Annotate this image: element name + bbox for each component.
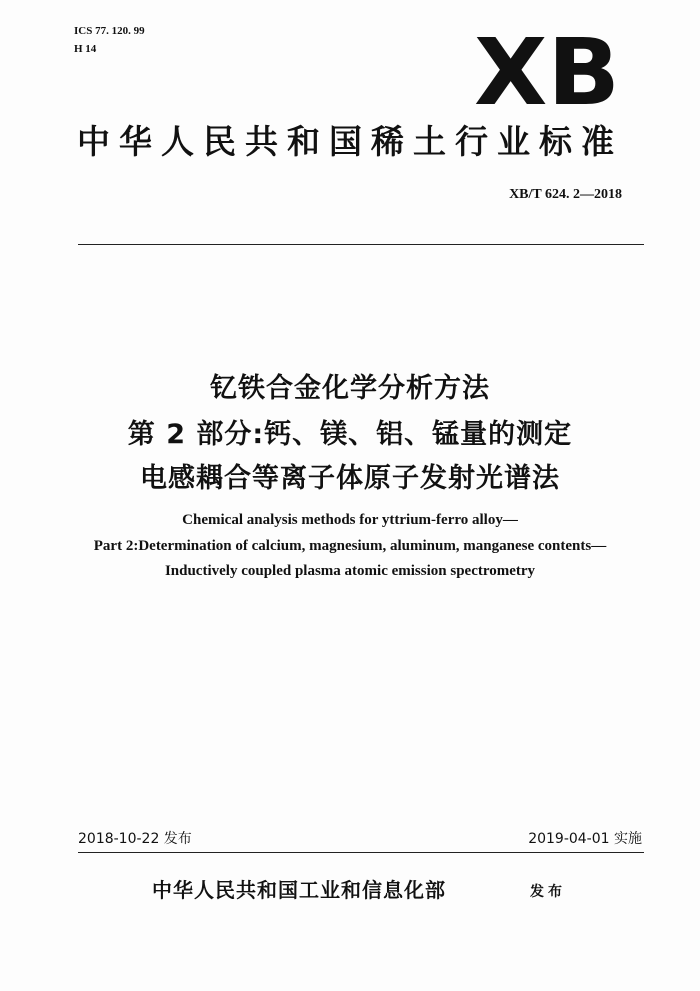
implementation-date: 2019-04-01 实施 (528, 831, 642, 847)
ics-code: ICS 77. 120. 99 (74, 25, 145, 37)
issuing-ministry: 中华人民共和国工业和信息化部 (152, 880, 446, 902)
logo-text: XB (474, 34, 620, 108)
top-divider (78, 244, 644, 245)
publish-label: 发布 (530, 885, 566, 900)
title-en-line1: Chemical analysis methods for yttrium-ferro alloy— (182, 512, 518, 528)
bottom-divider (78, 852, 644, 853)
title-cn-line3: 电感耦合等离子体原子发射光谱法 (140, 463, 560, 494)
org-title: 中华人民共和国稀土行业标准 (77, 122, 623, 161)
title-en-line2: Part 2:Determination of calcium, magnesium, aluminum, manganese contents— (93, 538, 607, 554)
standard-number: XB/T 624. 2—2018 (509, 187, 622, 202)
ccs-code: H 14 (74, 43, 97, 55)
title-cn-line1: 钇铁合金化学分析方法 (210, 373, 490, 404)
issue-date: 2018-10-22 发布 (78, 831, 192, 847)
title-cn-line2: 第 2 部分:钙、镁、铝、锰量的测定 (127, 419, 573, 450)
title-en-line3: Inductively coupled plasma atomic emission spectrometry (164, 563, 536, 579)
xb-logo (472, 34, 622, 108)
